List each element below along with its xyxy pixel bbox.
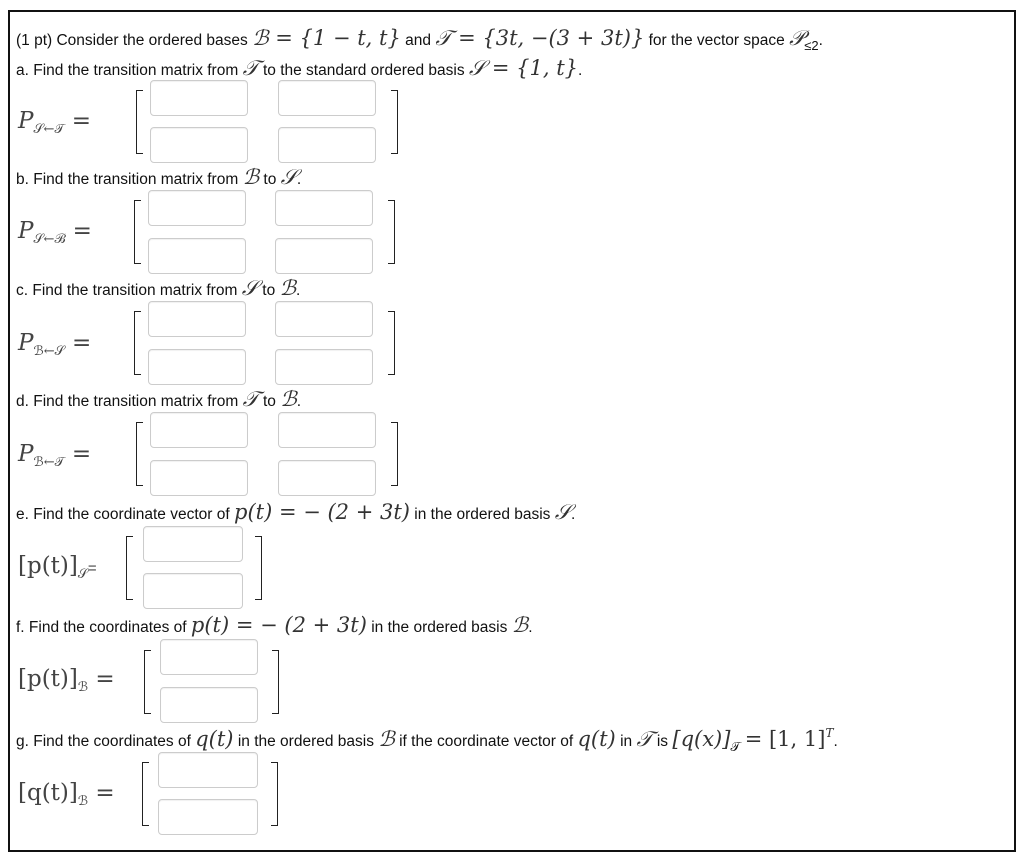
matrix-a-entry-22[interactable] — [278, 127, 376, 163]
text: g. Find the coordinates of — [16, 733, 191, 750]
subscript: 𝒯 — [730, 739, 741, 754]
text: is — [656, 733, 669, 750]
question-g — [16, 726, 838, 755]
matrix-d-entry-11[interactable] — [150, 412, 248, 448]
question-f — [16, 613, 533, 637]
right-bracket — [391, 90, 398, 154]
equals: = — [71, 441, 92, 467]
matrix-label-a — [18, 108, 91, 137]
polynomial-q: q(t) — [577, 727, 616, 751]
text: . — [296, 393, 302, 410]
text: in the ordered basis — [237, 733, 374, 750]
vector-label-f — [18, 666, 115, 695]
left-bracket — [126, 536, 133, 600]
vector-label-e — [18, 553, 97, 582]
p: P — [18, 330, 34, 356]
p-of-t: [p(t)] — [18, 553, 78, 579]
subscript: ℬ←𝒯 — [33, 455, 65, 470]
right-bracket — [388, 200, 395, 264]
vector-f-entry-2[interactable] — [160, 687, 258, 723]
basis-b: ℬ — [279, 276, 297, 300]
subscript: 𝒮←𝒯 — [33, 122, 65, 137]
basis-b: ℬ — [511, 613, 529, 637]
p: P — [18, 108, 34, 134]
matrix-label-c — [18, 330, 91, 359]
vector-e-entry-1[interactable] — [143, 526, 243, 562]
p: P — [18, 441, 34, 467]
right-bracket — [391, 422, 398, 486]
subscript: 𝒮←ℬ — [33, 232, 66, 247]
right-bracket — [271, 762, 278, 826]
matrix-b-entry-21[interactable] — [148, 238, 246, 274]
text: f. Find the coordinates of — [16, 619, 187, 636]
question-c — [16, 276, 300, 301]
vector-value: = [1, 1] — [744, 727, 826, 751]
text: to — [263, 171, 277, 188]
matrix-c-entry-21[interactable] — [148, 349, 246, 385]
equals: = — [95, 666, 115, 692]
coordinate-vector: [q(x)] — [672, 727, 731, 751]
vector-space: 𝒫 — [789, 26, 805, 50]
text: . — [528, 619, 533, 636]
p: P — [18, 218, 34, 244]
vector-label-g — [18, 780, 115, 809]
text: to the standard ordered basis — [262, 62, 465, 79]
subscript: 𝒮 — [77, 567, 88, 582]
left-bracket — [134, 200, 141, 264]
matrix-a-entry-12[interactable] — [278, 80, 376, 116]
basis-b: ℬ = {1 − t, t} — [252, 26, 401, 50]
basis-s: 𝒮 — [241, 276, 258, 300]
equals: = — [95, 780, 115, 806]
text: for the vector space — [648, 32, 785, 49]
basis-t: 𝒯 = {3t, −(3 + 3t)} — [435, 26, 645, 50]
basis-t: 𝒯 — [242, 56, 259, 80]
matrix-c-entry-22[interactable] — [275, 349, 373, 385]
vector-f-entry-1[interactable] — [160, 639, 258, 675]
text: c. Find the transition matrix from — [16, 282, 238, 299]
matrix-c-entry-11[interactable] — [148, 301, 246, 337]
question-d — [16, 387, 301, 412]
left-bracket — [144, 650, 151, 714]
text: . — [578, 62, 583, 79]
equals: = — [71, 108, 91, 134]
matrix-b-entry-11[interactable] — [148, 190, 246, 226]
left-bracket — [136, 422, 143, 486]
equals: = — [71, 330, 92, 356]
q-of-t: [q(t)] — [18, 780, 78, 806]
matrix-label-d — [18, 441, 91, 470]
polynomial: p(t) = − (2 + 3t) — [190, 613, 367, 637]
subscript: ≤2 — [804, 38, 819, 53]
text: . — [296, 171, 302, 188]
matrix-d-entry-22[interactable] — [278, 460, 376, 496]
subscript: ℬ — [77, 680, 89, 695]
text: e. Find the coordinate vector of — [16, 506, 230, 523]
basis-b: ℬ — [378, 727, 395, 751]
basis-s: 𝒮 — [554, 500, 572, 524]
matrix-b-entry-22[interactable] — [275, 238, 373, 274]
p-of-t: [p(t)] — [18, 666, 78, 692]
basis-b: ℬ — [242, 165, 260, 189]
question-e — [16, 500, 575, 525]
matrix-d-entry-21[interactable] — [150, 460, 248, 496]
subscript: ℬ←𝒮 — [33, 344, 65, 359]
transpose: T — [825, 726, 834, 740]
question-b — [16, 165, 301, 190]
polynomial-q: q(t) — [195, 727, 234, 751]
text: to — [262, 393, 276, 410]
basis-t: 𝒯 — [242, 387, 259, 411]
text: (1 pt) Consider the ordered bases — [16, 32, 248, 49]
text: in — [620, 733, 633, 750]
text: if the coordinate vector of — [399, 733, 574, 750]
vector-e-entry-2[interactable] — [143, 573, 243, 609]
right-bracket — [255, 536, 262, 600]
left-bracket — [142, 762, 149, 826]
matrix-label-b — [18, 218, 92, 247]
text: b. Find the transition matrix from — [16, 171, 239, 188]
basis-t: 𝒯 — [636, 727, 653, 751]
text: and — [405, 32, 431, 49]
text: d. Find the transition matrix from — [16, 393, 239, 410]
text: . — [296, 282, 301, 299]
problem-statement — [16, 26, 823, 53]
text: in the ordered basis — [414, 506, 551, 523]
text: a. Find the transition matrix from — [16, 62, 239, 79]
left-bracket — [136, 90, 143, 154]
question-a — [16, 56, 582, 81]
text: to — [262, 282, 276, 299]
text: . — [833, 733, 838, 750]
basis-s: 𝒮 — [280, 165, 297, 189]
basis-b: ℬ — [280, 387, 297, 411]
matrix-a-entry-11[interactable] — [150, 80, 248, 116]
matrix-c-entry-12[interactable] — [275, 301, 373, 337]
text: . — [818, 32, 823, 49]
equals: = — [87, 560, 97, 577]
vector-g-entry-2[interactable] — [158, 799, 258, 835]
text: . — [571, 506, 576, 523]
basis-s: 𝒮 = {1, t} — [468, 56, 578, 80]
matrix-d-entry-12[interactable] — [278, 412, 376, 448]
right-bracket — [388, 311, 395, 375]
equals: = — [72, 218, 92, 244]
matrix-a-entry-21[interactable] — [150, 127, 248, 163]
right-bracket — [272, 650, 279, 714]
left-bracket — [134, 311, 141, 375]
polynomial: p(t) = − (2 + 3t) — [234, 500, 410, 524]
vector-g-entry-1[interactable] — [158, 752, 258, 788]
matrix-b-entry-12[interactable] — [275, 190, 373, 226]
subscript: ℬ — [77, 794, 89, 809]
text: in the ordered basis — [371, 619, 508, 636]
